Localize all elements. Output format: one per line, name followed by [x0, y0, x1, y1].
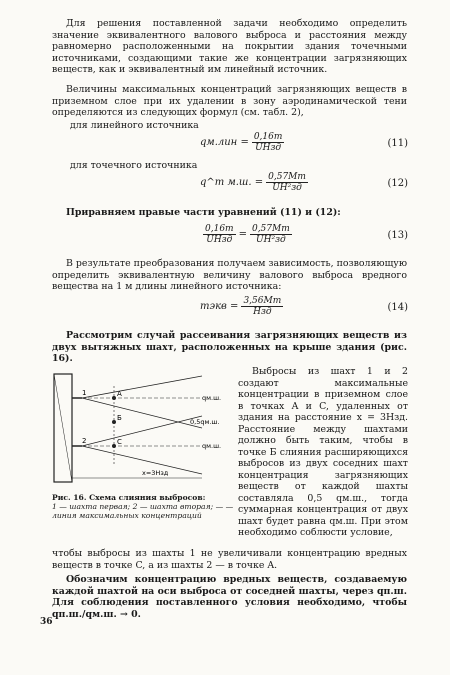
formula-14-numerator: 3,56Mт	[243, 296, 282, 306]
building-hatch	[54, 374, 72, 482]
label-q-mid: 0,5qм.ш.	[190, 418, 220, 426]
formula-11-denominator: UHзд	[255, 143, 282, 153]
formula-14-fraction	[241, 296, 283, 317]
point-c-marker	[112, 444, 116, 448]
figure-16-diagram	[52, 366, 234, 490]
formula-13-lhs-denominator: UHзд	[206, 235, 233, 245]
label-point-a: A	[117, 390, 122, 398]
paragraph-max-concentrations: Величины максимальных концентраций загрязняющих веществ в приземном слое при их удалении в зону аэродинамической тени определяются из следующих формул (см. табл. 2),	[52, 84, 407, 119]
formula-13-rhs-fraction	[250, 224, 292, 245]
label-point-source: для точечного источника	[70, 160, 198, 171]
formula-12-denominator: UH²зд	[272, 183, 302, 193]
paragraph-notation: Обозначим концентрацию вредных веществ, создаваемую каждой шахтой на оси выброса от соседней шахты, через qп.ш. Для соблюдения поставленного условия необходимо, чтобы qп.ш./qм.ш. → 0.	[52, 574, 407, 620]
formula-11	[200, 132, 287, 153]
label-shaft-2: 2	[82, 437, 87, 445]
plume-1-lower	[82, 398, 202, 428]
label-point-b: Б	[117, 414, 122, 422]
equation-number-13: (13)	[387, 230, 408, 241]
formula-13-rhs-numerator: 0,57Mт	[251, 224, 290, 234]
formula-11-numerator: 0,16m	[253, 132, 283, 142]
label-q-top: qм.ш.	[202, 394, 222, 402]
label-distance: x=3Hзд	[142, 469, 169, 477]
paragraph-intro: Для решения поставленной задачи необходимо определить значение эквивалентного валового выброса и расстояния между равномерно расположенными на покрытии здания точечными источниками, создающими такие же концентрации загрязняющих веществ, как и эквивалентный им линейный источник.	[52, 18, 407, 76]
formula-12-fraction	[266, 172, 308, 193]
figure-caption-title: Рис. 16. Схема слияния выбросов:	[52, 493, 206, 502]
formula-13	[200, 224, 295, 245]
label-linear-source: для линейного источника	[70, 120, 199, 131]
equation-number-11: (11)	[387, 138, 408, 149]
formula-12-lhs: q^т м.ш. =	[200, 177, 264, 188]
equation-number-12: (12)	[387, 178, 408, 189]
paragraph-shaft-condition: чтобы выбросы из шахты 1 не увеличивали концентрацию вредных веществ в точке C, а из шахты 2 — в точке A.	[52, 548, 407, 571]
formula-13-lhs-fraction	[203, 224, 236, 245]
formula-14	[200, 296, 286, 317]
plume-1-upper	[82, 376, 202, 398]
formula-11-fraction	[252, 132, 285, 153]
paragraph-two-shafts: Рассмотрим случай рассеивания загрязняющих веществ из двух вытяжных шахт, расположенных на крыше здания (рис. 16).	[52, 330, 407, 365]
paragraph-transformation: В результате преобразования получаем зависимость, позволяющую определить эквивалентную величину валового выброса вредного вещества на 1 м длины линейного источника:	[52, 258, 407, 293]
formula-13-rhs-denominator: UH²зд	[256, 235, 286, 245]
label-q-bottom: qм.ш.	[202, 442, 222, 450]
paragraph-equate: Приравняем правые части уравнений (11) и (12):	[66, 207, 341, 218]
paragraph-shafts-right-column: Выбросы из шахт 1 и 2 создают максимальные концентрации в приземном слое в точках A и C, удаленных от здания на расстояние x = 3Hзд. Расстояние между шахтами должно быть таким, чтобы в точке Б слияния расширяющихся выбросов из двух соседних шахт концентрация загрязняющих веществ от каждой шахты составляла 0,5 qм.ш., тогда суммарная концентрация от двух шахт будет равна qм.ш. При этом необходимо соблюсти условие,	[238, 366, 408, 538]
formula-13-equals: =	[238, 229, 247, 240]
figure-caption-body: 1 — шахта первая; 2 — шахта вторая; — — линия максимальных концентраций	[52, 502, 234, 520]
label-point-c: C	[117, 438, 122, 446]
figure-caption	[52, 493, 234, 520]
formula-14-denominator: Hзд	[253, 307, 272, 317]
page-number: 36	[40, 617, 53, 627]
formula-11-lhs: qм.лин =	[200, 137, 249, 148]
point-b-marker	[112, 420, 116, 424]
formula-12	[200, 172, 311, 193]
label-shaft-1: 1	[82, 389, 87, 397]
formula-14-lhs: mэкв =	[200, 301, 239, 312]
formula-12-numerator: 0,57Mт	[268, 172, 306, 182]
equation-number-14: (14)	[387, 302, 408, 313]
formula-13-lhs-numerator: 0,16m	[205, 224, 234, 234]
point-a-marker	[112, 396, 116, 400]
plume-2-upper	[82, 416, 202, 446]
